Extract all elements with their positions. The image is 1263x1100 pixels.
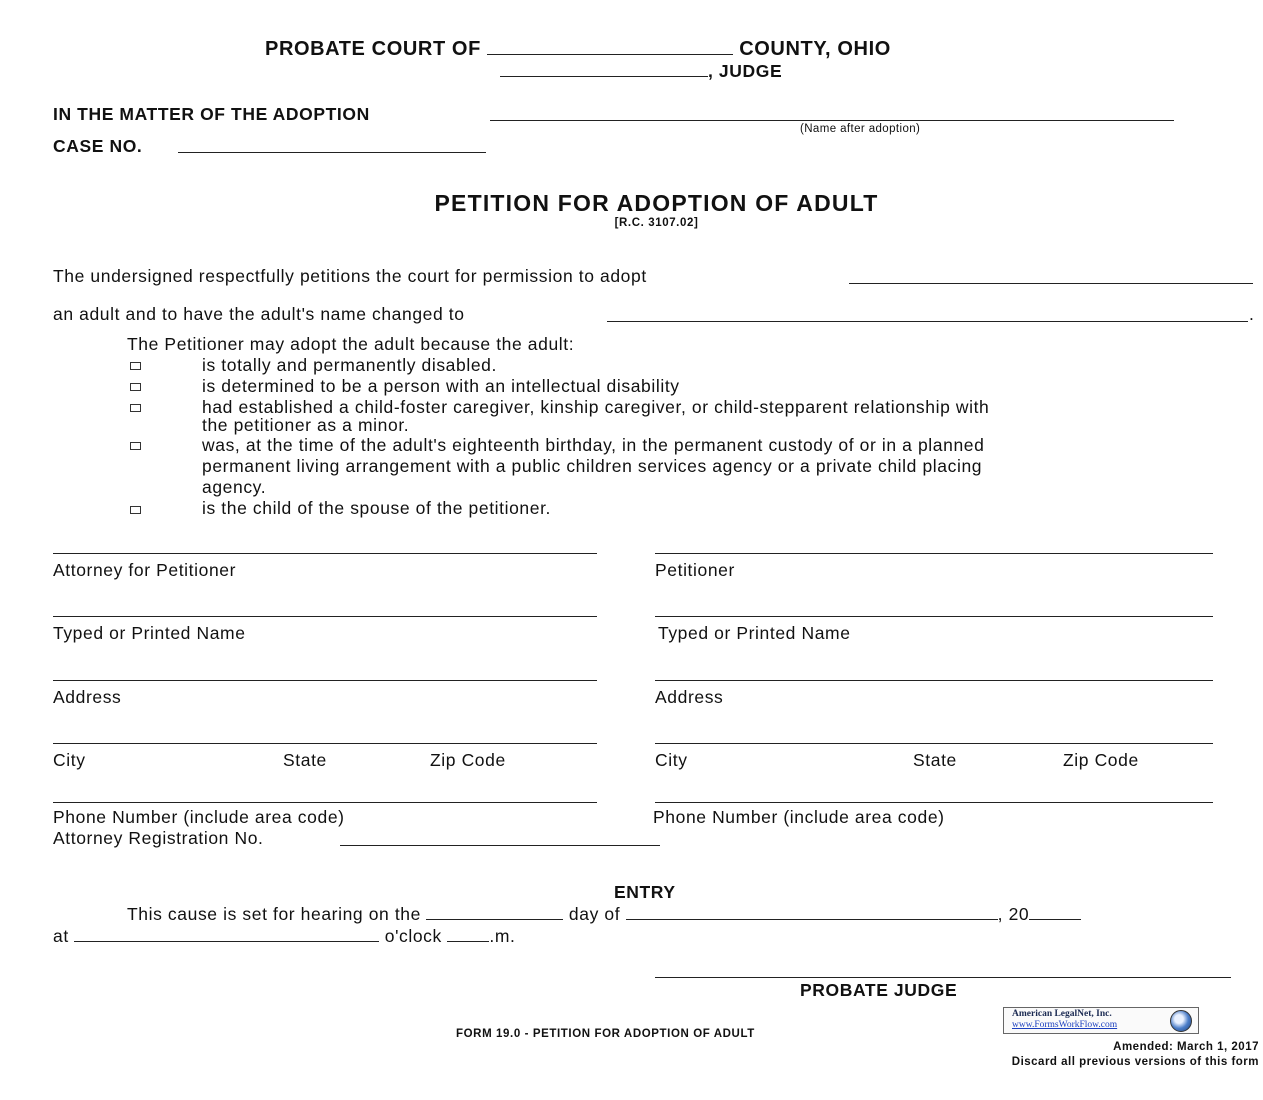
attorney-state-label: State <box>283 750 327 770</box>
reason-permanent-custody-2: permanent living arrangement with a public children services agency or a private child placing <box>202 456 983 476</box>
reason-spouse-child: is the child of the spouse of the petitioner. <box>202 498 552 518</box>
judge-name-field[interactable] <box>500 61 708 77</box>
matter-label: IN THE MATTER OF THE ADOPTION <box>53 104 370 124</box>
form-title: PETITION FOR ADOPTION OF ADULT <box>434 190 879 216</box>
reason-caregiver-relationship-1: had established a child-foster caregiver, kinship caregiver, or child-stepparent relationship with <box>202 397 990 417</box>
court-prefix: PROBATE COURT OF <box>265 38 481 60</box>
petitioner-name-label: Typed or Printed Name <box>658 623 851 643</box>
attorney-registration-label: Attorney Registration No. <box>53 828 264 848</box>
petitioner-name-line[interactable] <box>655 616 1213 617</box>
county-field[interactable] <box>487 36 733 55</box>
petition-line-2: an adult and to have the adult's name changed to <box>53 304 465 324</box>
reasons-intro: The Petitioner may adopt the adult because the adult: <box>127 334 575 354</box>
petitioner-address-label: Address <box>655 687 724 707</box>
reason-intellectual-disability: is determined to be a person with an intellectual disability <box>202 376 680 396</box>
statute-reference: [R.C. 3107.02] <box>614 217 699 229</box>
entry-day-of-text: day of <box>568 904 621 924</box>
entry-m-text: .m. <box>489 926 516 946</box>
attorney-label: Attorney for Petitioner <box>53 560 237 580</box>
attorney-city-label: City <box>53 750 86 770</box>
legalnet-logo <box>1003 1007 1199 1034</box>
petitioner-city-label: City <box>655 750 688 770</box>
attorney-name-label: Typed or Printed Name <box>53 623 246 643</box>
petition-line-1: The undersigned respectfully petitions the court for permission to adopt <box>53 266 647 286</box>
logo-website: www.FormsWorkFlow.com <box>1012 1020 1118 1030</box>
hearing-month-field[interactable] <box>626 904 998 920</box>
discard-notice: Discard all previous versions of this form <box>1011 1056 1259 1068</box>
attorney-signature-line[interactable] <box>53 553 597 554</box>
case-number-field[interactable] <box>178 152 486 153</box>
petitioner-address-line[interactable] <box>655 680 1213 681</box>
case-label: CASE NO. <box>53 136 143 156</box>
amended-date: Amended: March 1, 2017 <box>1113 1041 1259 1053</box>
entry-heading: ENTRY <box>614 882 676 902</box>
reason-permanent-custody-3: agency. <box>202 477 267 497</box>
entry-hearing-text: This cause is set for hearing on the <box>127 904 421 924</box>
petitioner-label: Petitioner <box>655 560 735 580</box>
entry-line-2 <box>53 926 515 947</box>
form-number: FORM 19.0 - PETITION FOR ADOPTION OF ADULT <box>456 1028 755 1040</box>
petitioner-signature-line[interactable] <box>655 553 1213 554</box>
entry-year-prefix: , 20 <box>997 904 1030 924</box>
petitioner-state-label: State <box>913 750 957 770</box>
judge-header <box>500 61 782 82</box>
reason-checkbox-permanent-custody[interactable] <box>130 442 141 450</box>
new-name-field[interactable] <box>607 321 1248 322</box>
name-after-adoption-caption: (Name after adoption) <box>800 123 921 135</box>
probate-judge-label: PROBATE JUDGE <box>800 980 958 1000</box>
attorney-address-label: Address <box>53 687 122 707</box>
entry-at-text: at <box>53 926 69 946</box>
hearing-ampm-field[interactable] <box>447 926 489 942</box>
reason-checkbox-disabled[interactable] <box>130 362 141 370</box>
globe-icon <box>1170 1010 1192 1032</box>
court-header <box>265 36 891 61</box>
attorney-name-line[interactable] <box>53 616 597 617</box>
reason-checkbox-caregiver-relationship[interactable] <box>130 404 141 412</box>
petitioner-zip-label: Zip Code <box>1063 750 1139 770</box>
reason-disabled: is totally and permanently disabled. <box>202 355 497 375</box>
reason-checkbox-spouse-child[interactable] <box>130 506 141 514</box>
petition-line-2-period: . <box>1249 304 1255 324</box>
hearing-day-field[interactable] <box>426 904 563 920</box>
probate-judge-signature-line[interactable] <box>655 977 1231 978</box>
reason-checkbox-intellectual-disability[interactable] <box>130 383 141 391</box>
attorney-registration-field[interactable] <box>340 845 660 846</box>
attorney-phone-line[interactable] <box>53 802 597 803</box>
adoptee-current-name-field[interactable] <box>849 283 1253 284</box>
hearing-time-field[interactable] <box>74 926 379 942</box>
attorney-address-line[interactable] <box>53 680 597 681</box>
adoptee-name-field[interactable] <box>490 120 1174 121</box>
petitioner-phone-line[interactable] <box>655 802 1213 803</box>
entry-oclock-text: o'clock <box>384 926 442 946</box>
entry-line-1 <box>127 904 1081 925</box>
court-suffix: COUNTY, OHIO <box>739 38 891 60</box>
reason-permanent-custody-1: was, at the time of the adult's eighteenth birthday, in the permanent custody of or in a planned <box>202 435 985 455</box>
judge-suffix: , JUDGE <box>708 61 783 81</box>
petitioner-phone-label: Phone Number (include area code) <box>653 807 945 827</box>
petitioner-city-line[interactable] <box>655 743 1213 744</box>
hearing-year-field[interactable] <box>1029 904 1081 920</box>
attorney-zip-label: Zip Code <box>430 750 506 770</box>
attorney-city-line[interactable] <box>53 743 597 744</box>
attorney-phone-label: Phone Number (include area code) <box>53 807 345 827</box>
logo-company-name: American LegalNet, Inc. <box>1012 1009 1112 1019</box>
reason-caregiver-relationship-2: the petitioner as a minor. <box>202 415 410 435</box>
